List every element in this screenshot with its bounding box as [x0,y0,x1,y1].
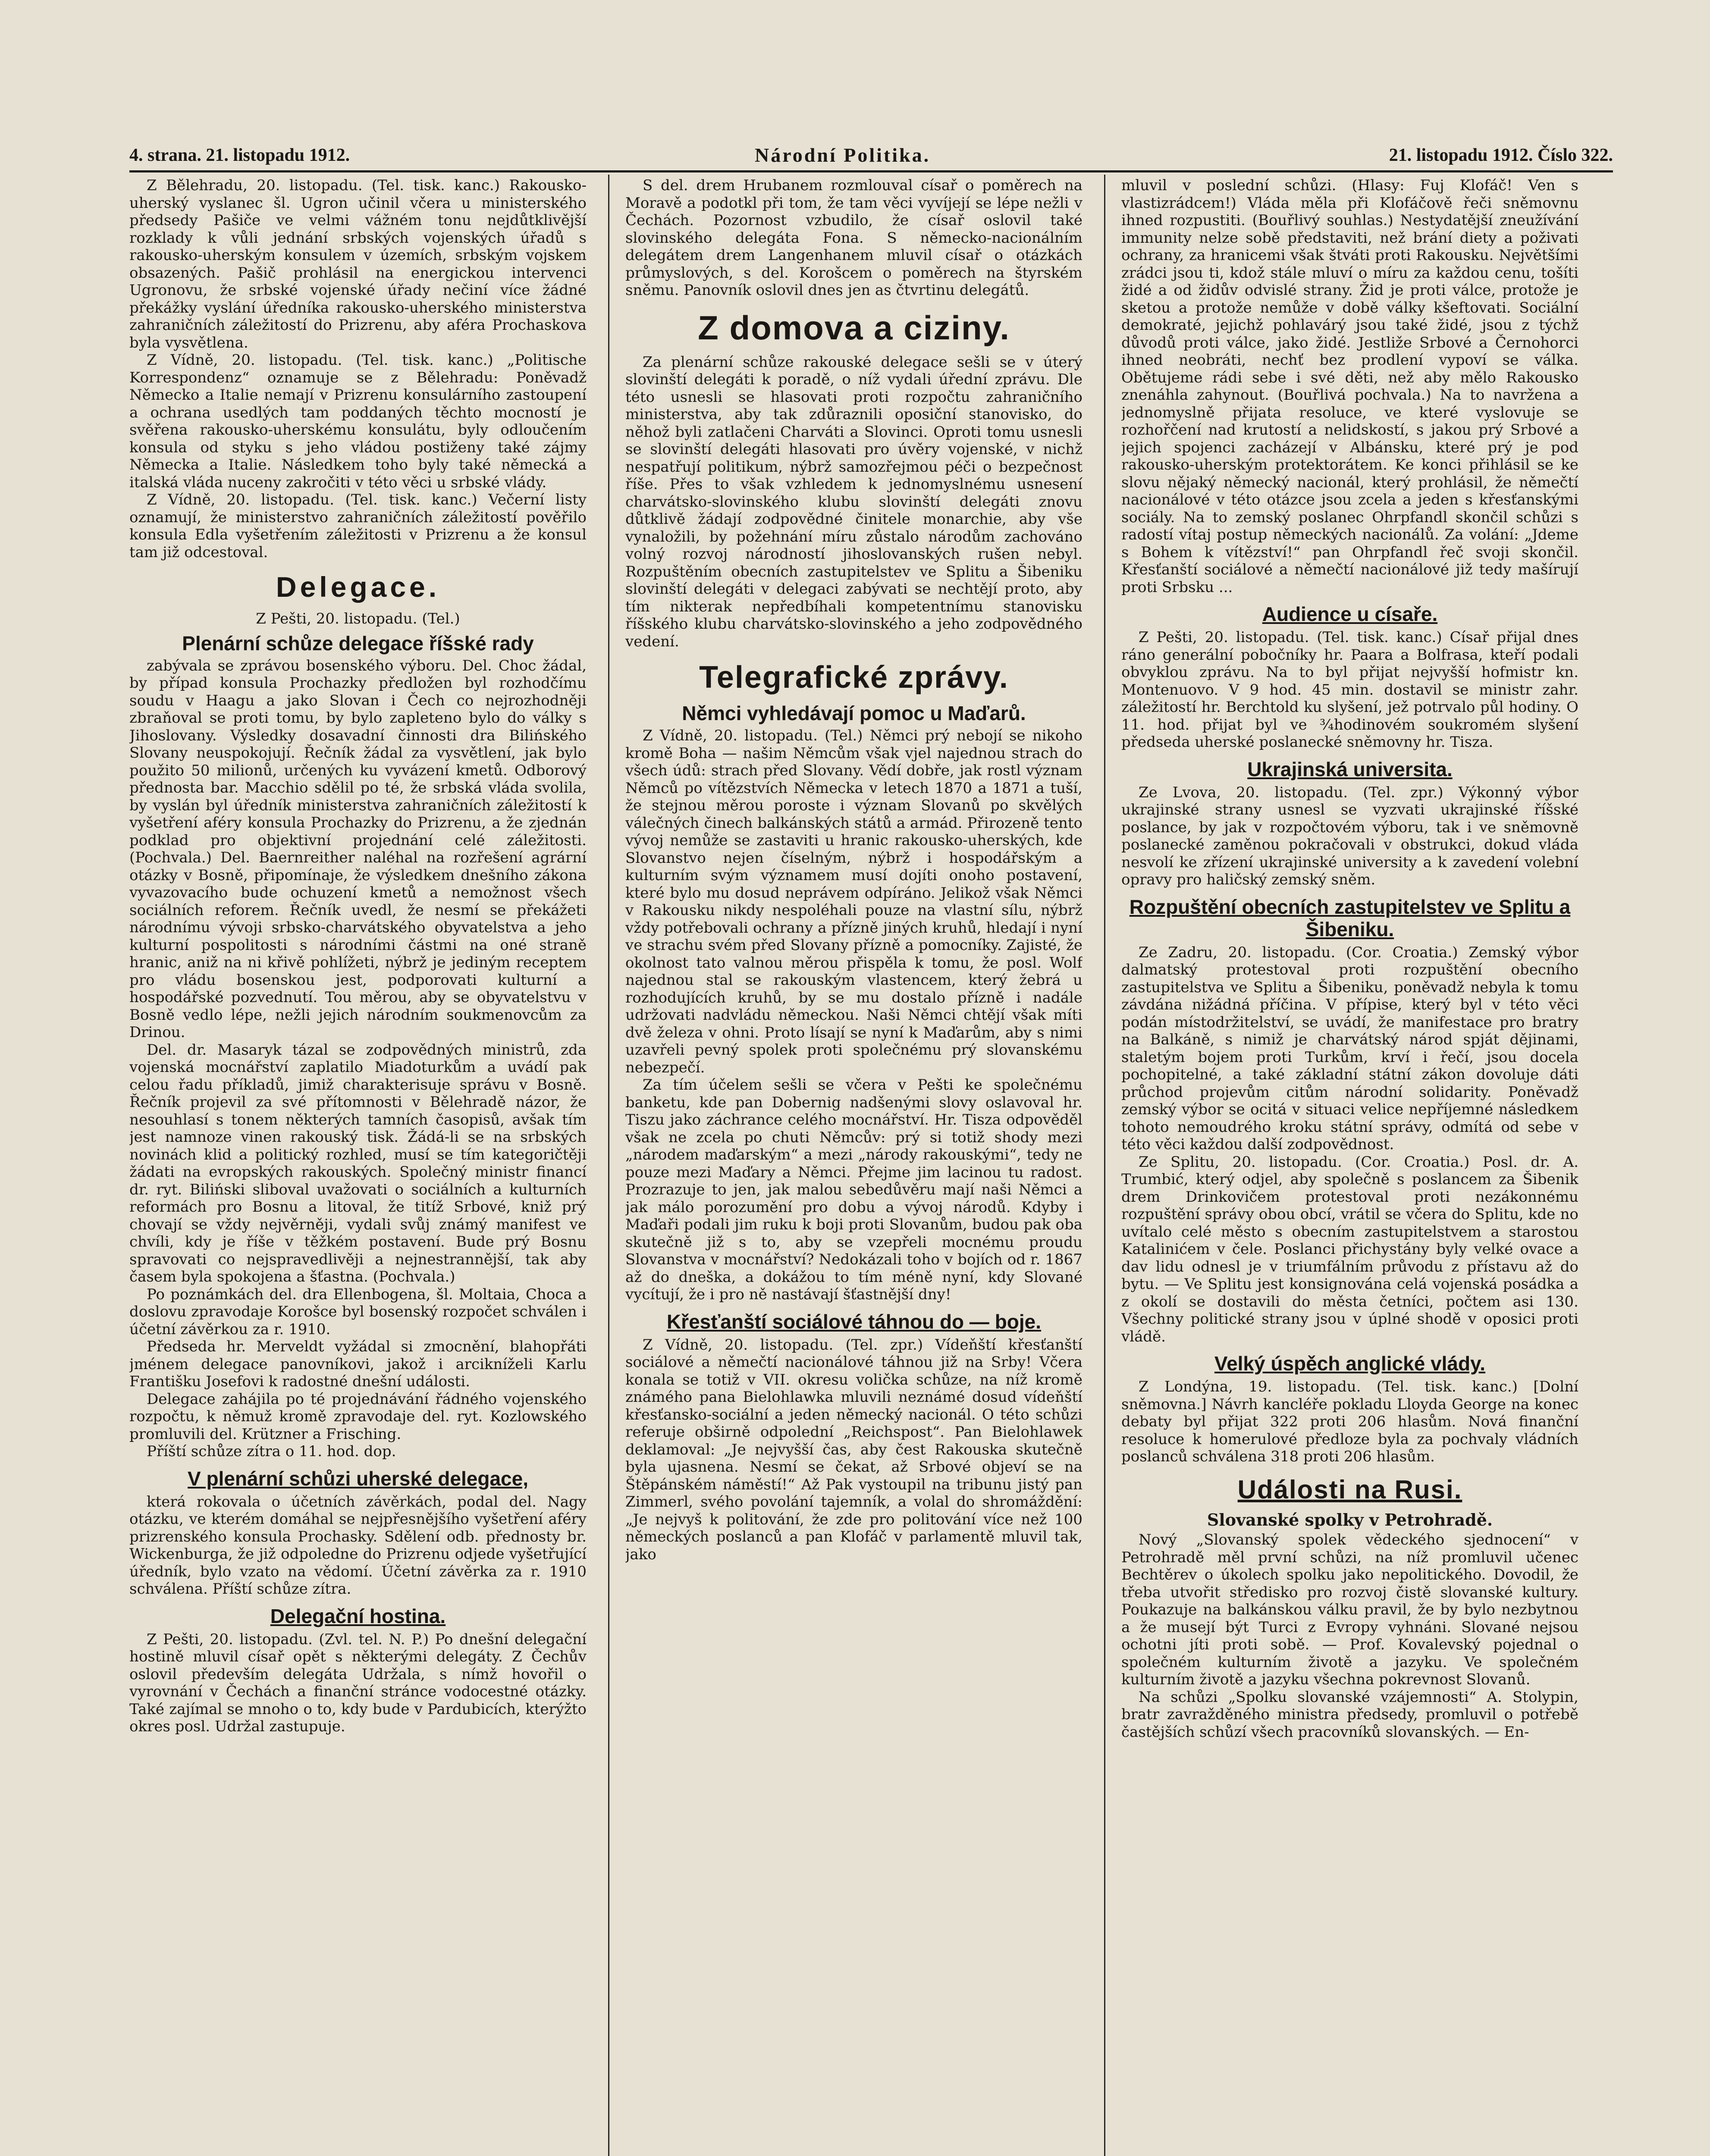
article-paragraph: Za tím účelem sešli se včera v Pešti ke společnému banketu, kde pan Dobernig nadšenými slovy oslavoval hr. Tiszu jako záchrance celého mocnářství. Hr. Tisza odpověděl však ne zcela po chuti Němcův: prý si totiž shody mezi „národem maďarským“ a mezi „národy rakouskými“, tedy ne pouze mezi Maďary a Němci. Přejme jim lacinou tu radost. Prozrazuje to jen, jak malou sebedůvěru mají naši Němci a jak málo porozumění pro dobu a vývoj národů. Kdyby i Maďaři podali jim ruku k boji proti Slovanům, budou pak oba skutečně již s to, aby se vzepřeli mocnému proudu Slovanstva v mocnářství? Nedokázali toho v bojích od r. 1867 až do dneška, a dokážou to tím méně nyní, kdy Slované vycítují, že i pro ně nastávají šťastnější dny! [625,1076,1082,1303]
section-heading-rusi: Události na Rusi. [1237,1475,1462,1504]
article-paragraph: Delegace zahájila po té projednávání řádného vojenského rozpočtu, k němuž kromě zpravodaje del. ryt. Kozlowského promluvili del. Krützner a Frisching. [129,1390,587,1443]
column-1 [129,177,587,2156]
article-paragraph: mluvil v poslední schůzi. (Hlasy: Fuj Klofáč! Ven s vlastizrádcem!) Vláda měla při Klofáčově řeči sněmovnu ihned rozpustiti. (Bouřlivý souhlas.) Nestydatější zneužívání immunity nelze sobě představiti, než brání diety a poživati ochrany, za hranicemi však štváti proti Rakousku. Největšími zrádci jsou ti, kdož stále mluví o míru za každou cenu, tošíti židé a od židův odvislé strany. Žid je proti válce, protože je sketou a protože nemůže v době války kšeftovati. Sociální demokraté, jejichž pohlavárý jsou také židé, jsou z týchž důvodů proti válce, jako židé. Jestliže Srbové a Černohorci ihned neobráti, nechť bez prodlení vypoví se válka. Obětujeme rádi sebe i své děti, než aby mělo Rakousko znenáhla zahynout. (Bouřlivá pochvala.) Na to navržena a jednomyslně přijata resoluce, ve které vyslovuje se rozhořčení nad krutostí a nelidskostí, s jakou prý Srbové a jejich spojenci zacházejí v Albánsku, které prý je pod rakousko-uherským protektorátem. Ke konci přihlásil se ke slovu nějaký německý nacionál, který prohlásil, že němečtí nacionálové v této otázce jsou zcela a jeden s křesťanskými sociály. Na to zemský poslanec Ohrpfandl skončil schůzi s radostí vítaj postup německých nacionálů. Za volání: „Jdeme s Bohem k vítězství!“ pan Ohrpfandl řeč svoji skončil. Křesťanští sociálové a němečtí nacionálové již tedy mašírují proti Srbsku ... [1121,177,1578,596]
article-heading: Křesťanští sociálové táhnou do — boje. [666,1310,1042,1333]
article-paragraph: Na schůzi „Spolku slovanské vzájemnosti“ A. Stolypin, bratr zavražděného ministra předsedy, promluvil o potřebě častějších schůzí všech pracovníků slovanských. — En- [1121,1688,1578,1741]
article-paragraph: Z Vídně, 20. listopadu. (Tel. tisk. kanc.) „Politische Korrespondenz“ oznamuje se z Bělehradu: Poněvadž Německo a Italie nemají v Prizrenu konsulárního zastoupení a ochrana usedlých tam poddaných těchto mocností je svěřena rakousko-uherskému konsulátu, byly odloučením konsula od styku s jeho vládou postiženy také zájmy Německa a Italie. Následkem toho byly také německá a italská vláda nuceny zakročiti v této věci u srbské vlády. [129,351,587,491]
header-right: 21. listopadu 1912. Číslo 322. [1389,145,1613,165]
article-paragraph: zabývala se zprávou bosenského výboru. Del. Choc žádal, by případ konsula Prochazky předložen byl rozhodčímu soudu v Haagu a jako Slovan i Čech co nejrozhodněji zbraňoval se proti tomu, by bylo zapleteno bylo do války s Jihoslovany. Výsledky dosavadní činnosti dra Bilińského Slovany neuspokojují. Řečník žádal za vysvětlení, jak bylo použito 50 milionů, určených ku vyvázení kmetů. Odborový přednosta bar. Macchio sdělil po té, že srbská vláda svolila, by vyslán byl úředník ministerstva zahraničních záležitostí k vyšetření aféry konsula Prochazky do Prizrenu, a že zjednán podklad pro objektivní projednání celé záležitosti. (Pochvala.) Del. Baernreither naléhal na rozřešení agrární otázky v Bosně, připomínaje, že výsledkem dnešního zákona vyvazovacího bude ochuzení kmetů a nemožnost všech sociálních reforem. Řečník uvedl, že nesmí se překážeti národnímu vývoji srbsko-charvátského obyvatelstva a jeho kulturní pospolitosti s národními částmi na oné straně hranic, aniž na ni křivě pohlížeti, nýbrž je jediným receptem pro vládu bosenskou jest, podporovati kulturní a hospodářské pozvednutí. Tou měrou, aby se obyvatelstvu v Bosně vedlo lépe, nežli jejich národním soukmenovcům za Drinou. [129,657,587,1041]
article-paragraph: Předseda hr. Merveldt vyžádal si zmocnění, blahopřáti jménem delegace panovníkovi, jakož i arcikníželi Karlu Františku Josefovi k radostné dnešní události. [129,1338,587,1390]
article-paragraph: Z Pešti, 20. listopadu. (Tel. tisk. kanc.) Císař přijal dnes ráno generální pobočníky hr. Paara a Bolfrasa, kteří podali obvyklou zprávu. Na to byl přijat nejvyšší hofmistr kn. Montenuovo. V 9 hod. 45 min. dostavil se ministr zahr. záležitostí hr. Berchtold ku slyšení, jež potrvalo půl hodiny. O 11. hod. přijat byl ve ¾hodinovém soukromém slyšení předseda uherské poslanecké sněmovny hr. Tisza. [1121,629,1578,751]
article-heading: Ukrajinská universita. [1247,758,1453,780]
article-paragraph: Nový „Slovanský spolek vědeckého sjednocení“ v Petrohradě měl první schůzi, na níž promluvil učenec Bechtěrev o úkolech spolku jako nepolitického. Dovodil, že třeba utvořit středisko pro rozvoj čistě slovanské kultury. Poukazuje na balkánskou válku pravil, že by bylo nezbytnou a že musejí být Turci z Evropy vyhnáni. Slované nejsou ochotni jíti proti sobě. — Prof. Kovalevský pojednal o společném kulturním životě a jazyku. Ve společném kulturním životě a jazyku všechna pokrevnost Slovanů. [1121,1531,1578,1688]
article-heading: Audience u císaře. [1262,603,1438,625]
article-paragraph: Z Pešti, 20. listopadu. (Zvl. tel. N. P.) Po dnešní delegační hostině mluvil císař opět s některými delegáty. Z Čechův oslovil především delegáta Udržala, s nímž hovořil o vyrovnání v Čechách a finanční stránce vodocestné otázky. Také zajímal se mnoho o to, kdy bude v Pardubicích, kterýžto okres posl. Udržal zastupuje. [129,1630,587,1735]
article-paragraph: Ze Splitu, 20. listopadu. (Cor. Croatia.) Posl. dr. A. Trumbić, který odjel, aby společně s poslancem za Šibenik drem Drinkovičem protestoval proti nezákonnému rozpuštění správy obou obcí, vrátil se včera do Splitu, kde no uvítalo celé město s obecním zastupitelstvem a starostou Katalinićem v čele. Poslanci přichystány byly velké ovace a dav lidu odnesl je v triumfálním průvodu z přístavu až do bytu. — Ve Splitu jest konsignována celá vojenská posádka a z okolí se dostavili do města četníci, počtem asi 130. Všechny politické strany jsou v úplné shodě v oposici proti vládě. [1121,1153,1578,1345]
article-paragraph: Ze Zadru, 20. listopadu. (Cor. Croatia.) Zemský výbor dalmatský protestoval proti rozpuštění obecního zastupitelstva ve Splitu a Šibeniku, poněvadž nebyla k tomu závdána nižádná příčina. V přípise, který byl v této věci podán místodržitelství, se uvádí, že manifestace pro bratry na Balkáně, s nimiž je charvátský národ spját dějinami, staletým bojem proti Turkům, krví i řečí, jsou docela pochopitelné, a také základní státní zákon dovoluje dáti průchod projevům citům národní solidarity. Poněvadž zemský výbor se ocitá v situaci velice nepříjemné následkem tohoto nemoudrého kroku státní správy, odmítá od sebe v této věci každou další zodpovědnost. [1121,943,1578,1153]
column-divider [608,175,609,2156]
article-paragraph: Z Vídně, 20. listopadu. (Tel.) Němci prý nebojí se nikoho kromě Boha — našim Němcům však vjel najednou strach do všech údů: strach před Slovany. Vědí dobře, jak rostl význam Němců po vítězstvích Německa v letech 1870 a 1871 a tuší, že stejnou měrou poroste i význam Slovanů po skvělých válečných činech balkánských států a armád. Přirozeně tento vývoj nemůže se zastaviti u hranic rakousko-uherských, kde Slovanstvo nejen číselným, nýbrž i hospodářským a kulturním svým významem musí dojíti onoho postavení, které bylo mu dosud neprávem odpíráno. Jelikož však Němci v Rakousku nikdy nespoléhali pouze na vlastní sílu, nýbrž vždy potřebovali ochrany a přízně jiných kruhů, hledají i nyní ve strachu svém před Slovany přízně a pomocníky. Zajisté, že okolnost tato valnou měrou přispěla k tomu, že posl. Wolf najednou stal se rakouským vlastencem, který žebrá u rozhodujících kruhů, by se mu dostalo přízně i nadále udržovati nadvládu německou. Naši Němci chtějí však míti dvě železa v ohni. Proto lísají se nyní k Maďarům, aby s nimi uzavřeli pevný spolek proti společnému prý slovanskému nebezpečí. [625,727,1082,1076]
dateline: Z Pešti, 20. listopadu. (Tel.) [256,610,460,627]
article-paragraph: Příští schůze zítra o 11. hod. dop. [147,1443,396,1460]
article-heading: Rozpuštění obecních zastupitelstev ve Splitu a Šibeniku. [1129,895,1571,940]
section-heading-delegace: Delegace. [276,571,440,603]
article-heading: Němci vyhledávají pomoc u Maďarů. [682,702,1026,724]
page-header [129,142,1613,168]
header-rule [129,170,1613,172]
article-heading: V plenární schůzi uherské delegace, [188,1467,528,1490]
article-paragraph: Z Londýna, 19. listopadu. (Tel. tisk. kanc.) [Dolní sněmovna.] Návrh kancléře pokladu Lloyda George na konec debaty byl přijat 322 proti 206 hlasům. Nová finanční resoluce k homerulové předloze byla za pochvaly vládních poslanců schválena 318 proti 206 hlasům. [1121,1378,1578,1465]
article-paragraph: Z Bělehradu, 20. listopadu. (Tel. tisk. kanc.) Rakousko-uherský vyslanec šl. Ugron učinil včera u ministerského předsedy Pašiče ve velmi vážném tonu nejdůtklivější rozklady k vůli jednání srbských vojenských úřadů s rakousko-uherským konsulem v územích, srbským vojskem obsazených. Pašič prohlásil na energickou intervenci Ugronovu, že srbské vojenské úřady nečiní více žádné překážky vyslání úředníka rakousko-uherského ministerstva zahraničních záležitostí do Prizrenu, aby aféra Prochaskova byla vysvětlena. [129,177,587,351]
column-3 [1121,177,1578,2156]
article-paragraph: S del. drem Hrubanem rozmlouval císař o poměrech na Moravě a podotkl při tom, že tam věci vyvíjejí se lépe nežli v Čechách. Pozornost vzbudilo, že císař oslovil také slovinského delegáta Fona. S německo-nacionálním delegátem drem Langenhanem mluvil císař o otázkách průmyslových, s del. Korošcem o poměrech na štyrském sněmu. Panovník oslovil dnes jen as čtvrtinu delegátů. [625,177,1082,299]
article-paragraph: Ze Lvova, 20. listopadu. (Tel. zpr.) Výkonný výbor ukrajinské strany usnesl se vyzvati ukrajinské říšské poslance, by jak v rozpočtovém výboru, tak i ve sněmovně poslanecké zaměnou pokračovali v obstrukci, dokud vláda nesvolí ke zřízení ukrajinské university a k zavedení volební opravy pro haličský zemský sněm. [1121,783,1578,888]
article-paragraph: Za plenární schůze rakouské delegace sešli se v úterý slovinští delegáti k poradě, o níž vydali úřední zprávu. Dle této usnesli se hlasovati proti rozpočtu zahraničního ministerstva, aby tak zdůraznili oposiční stanovisko, do něhož byli zatlačeni Charváti a Slovinci. Oproti tomu usnesli se slovinští delegáti hlasovati pro úvěry vojenské, v nichž nespatřují politikum, nýbrž samozřejmou péči o bezpečnost říše. Přes to však vzhledem k jednomyslnému usnesení charvátsko-slovinského klubu slovinští delegáti znovu důtklivě žádají zodpovědné činitele monarchie, aby vše vynaložili, by požehnání míru zůstalo národům zachováno volný rozvoj národností jihoslovanských rušen nebyl. Rozpuštěním obecních zastupitelstev ve Splitu a Šibeniku slovinští delegáti v delegaci zabývati se nechtějí proto, aby tím nikterak nepředbíhali kompetentnímu stanovisku říšského klubu charvátsko-slovinského a jeho zodpovědného vedení. [625,353,1082,650]
article-paragraph: Del. dr. Masaryk tázal se zodpovědných ministrů, zda vojenská mocnářství zaplatilo Miadoturkům a uvádí pak celou řadu příkladů, jimiž charakterisuje správu v Bosně. Řečník projevil za své přítomnosti v Bělehradě názor, že nesouhlasí s tonem některých tamních časopisů, avšak tím jest namnoze vinen rakouský tisk. Žádá-li se na srbských novinách klid a politický rozhled, musí se tím kategoričtěji žádati na evropských rakouských. Společný ministr financí dr. ryt. Biliński sliboval uvažovati o sociálních a kulturních reformách pro Bosnu a litoval, že titíž Srbové, kniž prý chovají se vždy nejvěrněji, vydali svůj známý manifest ve chvíli, kdy je říše v těžkém postavení. Bude prý Bosnu spravovati co nejspravedlivěji a nejnestrannější, tak aby časem byla spokojena a šťastna. (Pochvala.) [129,1041,587,1285]
article-subheading: Slovanské spolky v Petrohradě. [1207,1510,1493,1529]
header-left: 4. strana. 21. listopadu 1912. [129,145,350,165]
article-heading: Delegační hostina. [270,1604,446,1627]
article-heading: Velký úspěch anglické vlády. [1214,1352,1486,1375]
article-paragraph: která rokovala o účetních závěrkách, podal del. Nagy otázku, ve kterém domáhal se nejpřesnějšího vyšetření aféry prizrenského konsula Prochasky. Sdělení odb. přednosty br. Wickenburga, že již odpoledne do Prizrenu odjede vyšetřující úředník, bylo vzato na vědomí. Účetní závěrka za r. 1910 schválena. Příští schůze zítra. [129,1493,587,1598]
column-divider [1104,175,1105,2156]
article-heading: Plenární schůze delegace říšské rady [182,632,534,655]
section-heading-telegraficke: Telegrafické zprávy. [699,660,1009,695]
column-2 [625,177,1082,2156]
article-paragraph: Z Vídně, 20. listopadu. (Tel. tisk. kanc.) Večerní listy oznamují, že ministerstvo zahraničních záležitostí pověřilo konsula Edla vyšetřením záležitosti v Prizrenu a že konsul tam již odcestoval. [129,491,587,561]
article-paragraph: Z Vídně, 20. listopadu. (Tel. zpr.) Vídeňští křesťanští sociálové a němečtí nacionálové táhnou již na Srby! Včera konala se totiž v VII. okresu volička schůze, na níž kromě známého pana Bielohlawka mluvili neznámé dosud vídeňští křesťansko-sociální a jeden německý nacionál. O této schůzi referuje obširně odpolední „Reichspost“. Pan Bielohlawek deklamoval: „Je nejvyšší čas, aby čest Rakouska skutečně byla ujasnena. Nesmí se čekat, až Srbové objeví se na Štěpánském náměstí!“ Až Pak vystoupil na tribunu jistý pan Zimmerl, svého povolání tajemník, a volal do shromáždění: „Je nejvyš k politování, že zde pro politování více než 100 německých poslanců a pan Klofáč v parlamentě mluvil tak, jako [625,1336,1082,1563]
masthead-title: Národní Politika. [755,144,931,166]
article-paragraph: Po poznámkách del. dra Ellenbogena, šl. Moltaia, Choca a doslovu zpravodaje Korošce byl bosenský rozpočet schválen i účetní závěrkou za r. 1910. [129,1285,587,1338]
section-heading-domova: Z domova a ciziny. [698,308,1010,347]
